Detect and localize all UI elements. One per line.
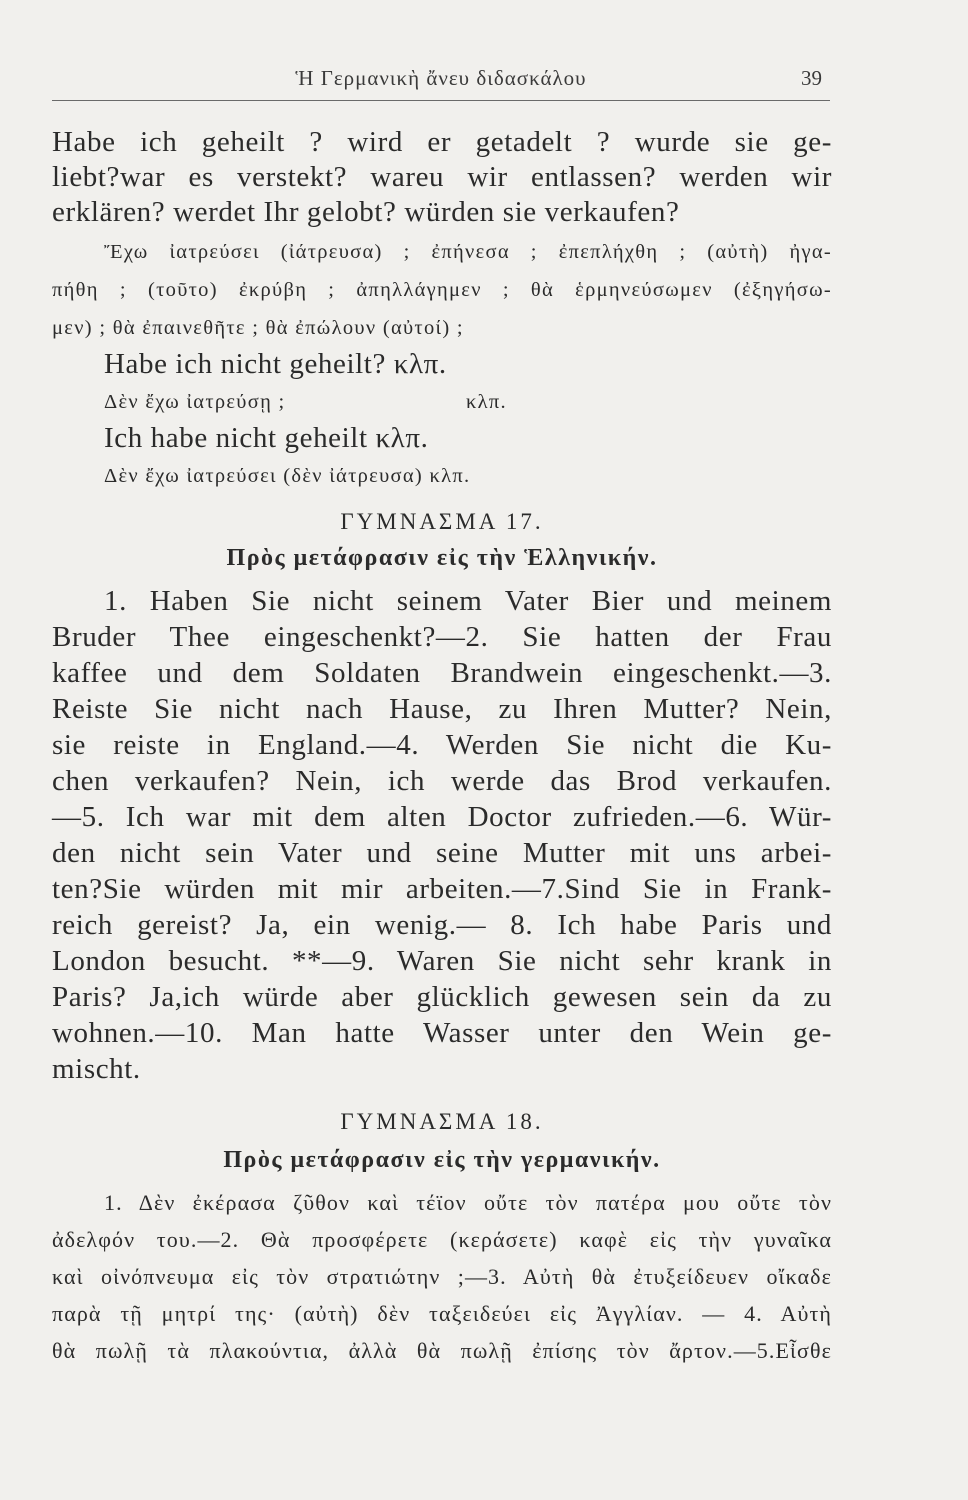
- exercise-18-title: ΓΥΜΝΑΣΜΑ 18.: [340, 1109, 544, 1134]
- exercise-18-line: 1. Δὲν ἐκέρασα ζῦθον καὶ τέϊον οὔτε τὸν πατέρα μου οὔτε τὸν: [104, 1190, 832, 1215]
- exercise-18-line: καὶ οἰνόπνευμα εἰς τὸν στρατιώτην ;—3. Αὐτὴ θὰ ἐτυξείδευεν οἴκαδε: [52, 1264, 832, 1289]
- exercise-18-line: παρὰ τῇ μητρί της· (αὐτὴ) δὲν ταξειδεύει εἰς Ἀγγλίαν. — 4. Αὐτὴ: [52, 1301, 832, 1326]
- exercise-17-line: Bruder Thee eingeschenkt?—2. Sie hatten der Frau: [52, 621, 832, 653]
- running-header: [52, 60, 830, 101]
- exercise-17-line: —5. Ich war mit dem alten Doctor zufrieden.—6. Wür-: [52, 801, 832, 833]
- exercise-17-line: sie reiste in England.—4. Werden Sie nicht die Ku-: [52, 729, 832, 761]
- exercise-17-line: chen verkaufen? Nein, ich werde das Brod verkaufen.: [52, 765, 832, 797]
- running-title: Ἡ Γερμανικὴ ἄνευ διδασκάλου: [295, 66, 587, 90]
- intro-greek-line: Ἔχω ἰατρεύσει (ἰάτρευσα) ; ἐπήνεσα ; ἐπεπλήχθη ; (αὐτὴ) ἠγα-: [104, 241, 832, 263]
- exercise-17-subtitle: Πρὸς μετάφρασιν εἰς τὴν Ἑλληνικήν.: [226, 545, 658, 571]
- exercise-18-line: ἀδελφόν του.—2. Θὰ προσφέρετε (κεράσετε) καφὲ εἰς τὴν γυναῖκα: [52, 1227, 832, 1252]
- intro-line: erklären? werdet Ihr gelobt? würden sie verkaufen?: [52, 196, 680, 228]
- exercise-17-line: wohnen.—10. Man hatte Wasser unter den Wein ge-: [52, 1017, 832, 1049]
- exercise-17-line: den nicht sein Vater und seine Mutter mit uns arbei-: [52, 837, 832, 869]
- exercise-17-line: reich gereist? Ja, ein wenig.— 8. Ich habe Paris und: [52, 909, 832, 941]
- exercise-17-line: London besucht. **—9. Waren Sie nicht sehr krank in: [52, 945, 832, 977]
- exercise-17-line: kaffee und dem Soldaten Brandwein eingeschenkt.—3.: [52, 657, 832, 689]
- exercise-17-line: 1. Haben Sie nicht seinem Vater Bier und meinem: [104, 585, 832, 617]
- example-greek: Δὲν ἔχω ἰατρεύσῃ ;: [104, 391, 286, 413]
- exercise-17-line: Reiste Sie nicht nach Hause, zu Ihren Mutter? Nein,: [52, 693, 832, 725]
- example-german: Habe ich nicht geheilt? κλπ.: [104, 348, 447, 380]
- intro-line: liebt?war es verstekt? wareu wir entlassen? werden wir: [52, 161, 832, 193]
- page-number: 39: [801, 66, 822, 90]
- intro-greek-line: μεν) ; θὰ ἐπαινεθῆτε ; θὰ ἐπώλουν (αὐτοί) ;: [52, 317, 464, 339]
- exercise-17-line: Paris? Ja,ich würde aber glücklich gewesen sein da zu: [52, 981, 832, 1013]
- intro-greek-line: πήθη ; (τοῦτο) ἐκρύβη ; ἀπηλλάγημεν ; θὰ ἑρμηνεύσωμεν (ἐξηγήσω-: [52, 279, 832, 301]
- example-german: Ich habe nicht geheilt κλπ.: [104, 422, 429, 454]
- example-greek-tail: κλπ.: [466, 391, 507, 413]
- exercise-18-subtitle: Πρὸς μετάφρασιν εἰς τὴν γερμανικήν.: [223, 1147, 661, 1173]
- exercise-17-line: mischt.: [52, 1053, 141, 1085]
- exercise-17-title: ΓΥΜΝΑΣΜΑ 17.: [340, 509, 544, 534]
- example-greek: Δὲν ἔχω ἰατρεύσει (δὲν ἰάτρευσα) κλπ.: [104, 465, 471, 487]
- exercise-17-line: ten?Sie würden mit mir arbeiten.—7.Sind Sie in Frank-: [52, 873, 832, 905]
- intro-line: Habe ich geheilt ? wird er getadelt ? wurde sie ge-: [52, 126, 832, 158]
- exercise-18-line: θὰ πωλῇ τὰ πλακούντια, ἀλλὰ θὰ πωλῇ ἐπίσης τὸν ἄρτον.—5.Εἶσθε: [52, 1338, 832, 1363]
